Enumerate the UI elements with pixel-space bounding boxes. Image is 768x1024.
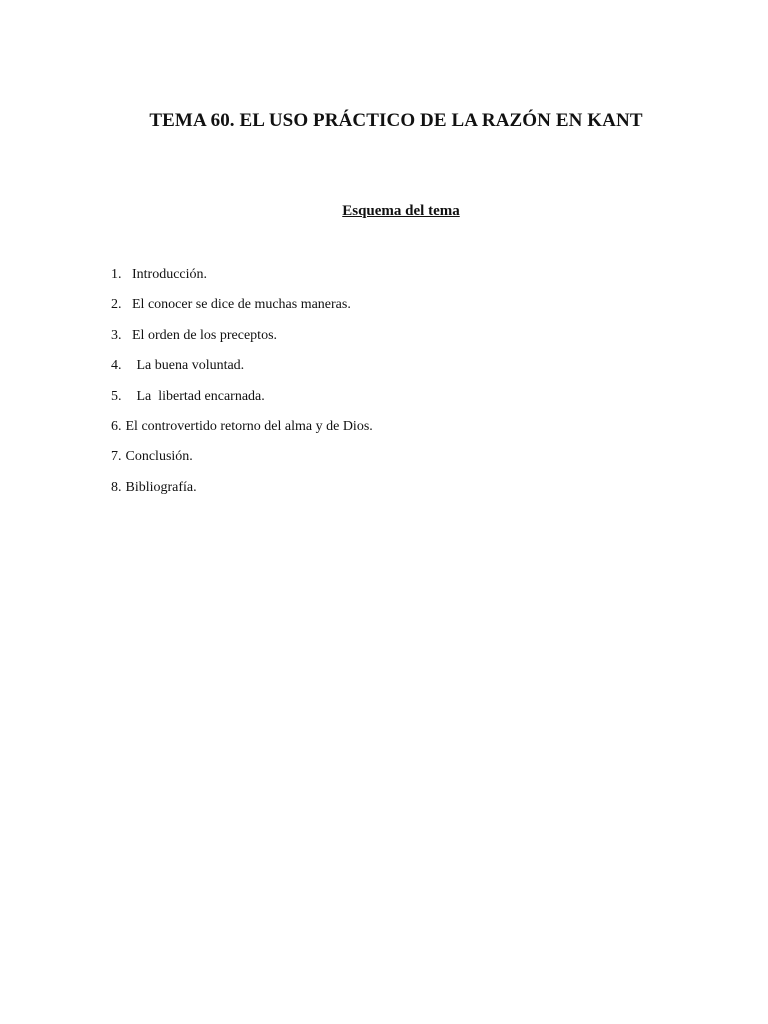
list-item-number: 4. — [111, 358, 122, 374]
list-item-number: 7. — [111, 449, 122, 465]
list-item-number: 8. — [111, 479, 122, 495]
list-item-number: 3. — [111, 327, 122, 343]
list-item-number: 1. — [111, 267, 122, 282]
list-item — [111, 327, 373, 357]
list-item — [111, 479, 373, 509]
list-item-text: Introducción. — [132, 267, 208, 282]
page-title: TEMA 60. EL USO PRÁCTICO DE LA RAZÓN EN KANT — [149, 110, 643, 131]
list-item-text: El orden de los preceptos. — [132, 327, 278, 343]
topic-outline — [111, 266, 373, 509]
list-item-number: 2. — [111, 297, 122, 313]
list-item — [111, 357, 373, 387]
list-item — [111, 296, 373, 326]
list-item-text: La libertad encarnada. — [133, 388, 265, 404]
outline-heading: Esquema del tema — [342, 203, 460, 219]
list-item-text: La buena voluntad. — [133, 358, 245, 374]
list-item-text: El controvertido retorno del alma y de Dios. — [125, 418, 373, 434]
list-item-text: Bibliografía. — [125, 479, 197, 495]
list-item — [111, 388, 373, 418]
list-item-text: El conocer se dice de muchas maneras. — [132, 297, 351, 313]
list-item — [111, 418, 373, 448]
list-item-text: Conclusión. — [125, 449, 193, 465]
list-item-number: 6. — [111, 418, 122, 434]
list-item-number: 5. — [111, 388, 122, 404]
list-item — [111, 266, 373, 296]
list-item — [111, 448, 373, 478]
